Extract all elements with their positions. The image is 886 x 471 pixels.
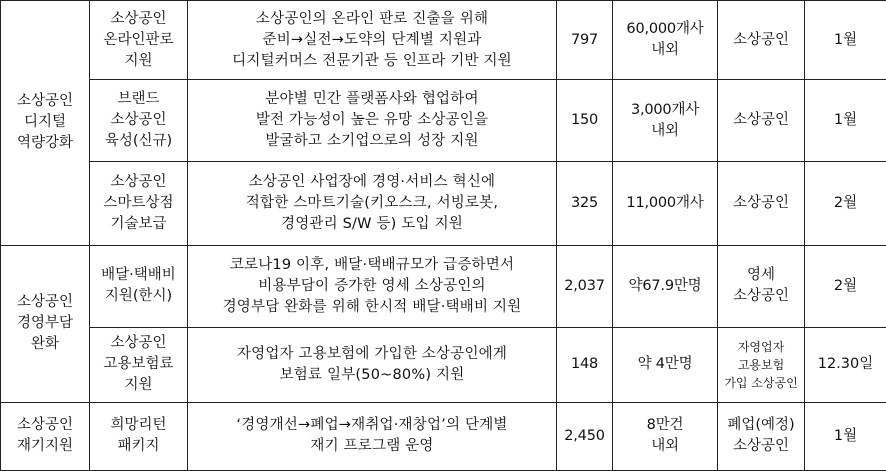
table-row bbox=[1, 162, 886, 245]
start-cell: 1월 bbox=[805, 402, 886, 470]
category-cell: 소상공인 디지털 역량강화 bbox=[1, 1, 90, 246]
table-row bbox=[1, 245, 886, 327]
scale-cell: 약 4만명 bbox=[613, 327, 718, 402]
category-cell: 소상공인 경영부담 완화 bbox=[1, 245, 90, 402]
start-cell: 2월 bbox=[805, 245, 886, 327]
target-cell: 소상공인 bbox=[718, 162, 805, 245]
program-name-cell: 배달·택배비 지원(한시) bbox=[90, 245, 188, 327]
scale-cell: 60,000개사 내외 bbox=[613, 1, 718, 80]
target-cell: 폐업(예정) 소상공인 bbox=[718, 402, 805, 470]
target-cell: 자영업자 고용보험 가입 소상공인 bbox=[718, 327, 805, 402]
program-name-cell: 소상공인 스마트상점 기술보급 bbox=[90, 162, 188, 245]
description-cell: 소상공인 사업장에 경영·서비스 혁신에 적합한 스마트기술(키오스크, 서빙로봇, 경영관리 S/W 등) 도입 지원 bbox=[188, 162, 557, 245]
target-cell: 소상공인 bbox=[718, 80, 805, 162]
scale-cell: 8만건 내외 bbox=[613, 402, 718, 470]
program-name-cell: 소상공인 온라인판로 지원 bbox=[90, 1, 188, 80]
budget-cell: 325 bbox=[557, 162, 613, 245]
budget-cell: 2,037 bbox=[557, 245, 613, 327]
start-cell: 2월 bbox=[805, 162, 886, 245]
start-cell: 1월 bbox=[805, 80, 886, 162]
description-cell: ‘경영개선→폐업→재취업·재창업’의 단계별 재기 프로그램 운영 bbox=[188, 402, 557, 470]
target-cell: 소상공인 bbox=[718, 1, 805, 80]
table-row bbox=[1, 327, 886, 402]
category-cell: 소상공인 재기지원 bbox=[1, 402, 90, 470]
scale-cell: 11,000개사 bbox=[613, 162, 718, 245]
program-name-cell: 소상공인 고용보험료 지원 bbox=[90, 327, 188, 402]
description-cell: 자영업자 고용보험에 가입한 소상공인에게 보험료 일부(50~80%) 지원 bbox=[188, 327, 557, 402]
table-row bbox=[1, 1, 886, 80]
budget-cell: 148 bbox=[557, 327, 613, 402]
program-name-cell: 브랜드 소상공인 육성(신규) bbox=[90, 80, 188, 162]
budget-cell: 797 bbox=[557, 1, 613, 80]
scale-cell: 3,000개사 내외 bbox=[613, 80, 718, 162]
start-cell: 1월 bbox=[805, 1, 886, 80]
description-cell: 코로나19 이후, 배달·택배규모가 급증하면서 비용부담이 증가한 영세 소상공인의 경영부담 완화를 위해 한시적 배달·택배비 지원 bbox=[188, 245, 557, 327]
table-row bbox=[1, 80, 886, 162]
program-name-cell: 희망리턴 패키지 bbox=[90, 402, 188, 470]
budget-cell: 2,450 bbox=[557, 402, 613, 470]
description-cell: 분야별 민간 플랫폼사와 협업하여 발전 가능성이 높은 유망 소상공인을 발굴하고 소기업으로의 성장 지원 bbox=[188, 80, 557, 162]
target-cell: 영세 소상공인 bbox=[718, 245, 805, 327]
table-row bbox=[1, 402, 886, 470]
description-cell: 소상공인의 온라인 판로 진출을 위해 준비→실전→도약의 단계별 지원과 디지털커머스 전문기관 등 인프라 기반 지원 bbox=[188, 1, 557, 80]
scale-cell: 약67.9만명 bbox=[613, 245, 718, 327]
start-cell: 12.30일 bbox=[805, 327, 886, 402]
budget-cell: 150 bbox=[557, 80, 613, 162]
